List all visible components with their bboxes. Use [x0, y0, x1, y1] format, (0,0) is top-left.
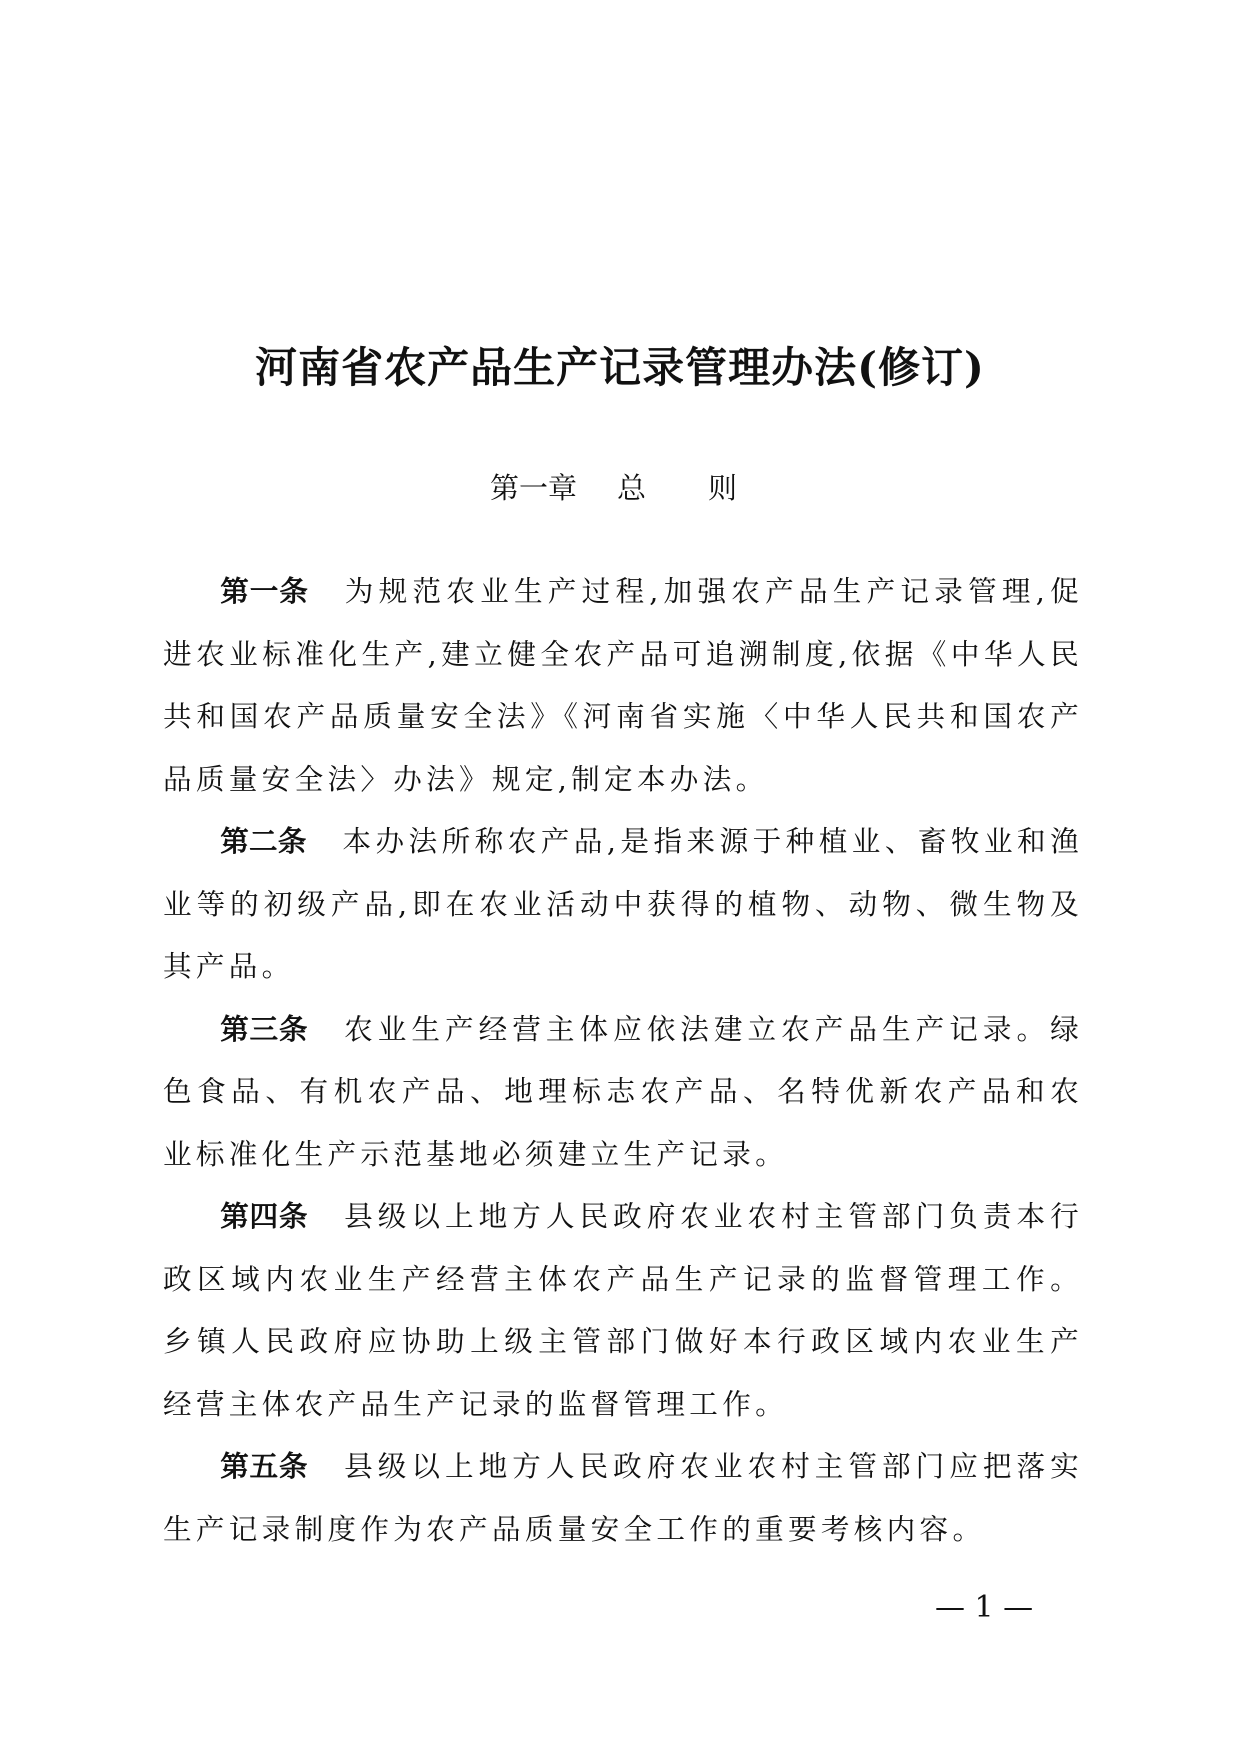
document-title: 河南省农产品生产记录管理办法(修订) — [255, 343, 985, 392]
article-1 — [163, 560, 1083, 810]
document-body — [163, 560, 1083, 1560]
article-label: 第四条 — [220, 1199, 309, 1233]
article-4 — [163, 1185, 1083, 1435]
article-label: 第二条 — [220, 824, 307, 858]
chapter-heading — [490, 468, 737, 508]
chapter-name-part1: 总 — [617, 471, 647, 505]
article-text: 为规范农业生产过程,加强农产品生产记录管理,促进农业标准化生产,建立健全农产品可追溯制度,依据《中华人民共和国农产品质量安全法》《河南省实施〈中华人民共和国农产品质量安全法〉办法》规定,制定本办法。 — [163, 574, 1083, 796]
article-3 — [163, 998, 1083, 1186]
chapter-number: 第一章 — [490, 471, 578, 505]
chapter-name-part2: 则 — [708, 471, 738, 505]
article-text: 县级以上地方人民政府农业农村主管部门负责本行政区域内农业生产经营主体农产品生产记录的监督管理工作。乡镇人民政府应协助上级主管部门做好本行政区域内农业生产经营主体农产品生产记录的监督管理工作。 — [163, 1199, 1083, 1421]
article-text: 农业生产经营主体应依法建立农产品生产记录。绿色食品、有机农产品、地理标志农产品、名特优新农产品和农业标准化生产示范基地必须建立生产记录。 — [163, 1011, 1083, 1171]
article-2 — [163, 810, 1083, 998]
page-number: — 1 — — [935, 1590, 1034, 1625]
article-label: 第五条 — [220, 1449, 309, 1483]
article-text: 县级以上地方人民政府农业农村主管部门应把落实生产记录制度作为农产品质量安全工作的重要考核内容。 — [163, 1449, 1083, 1546]
article-label: 第一条 — [220, 574, 309, 608]
article-5 — [163, 1435, 1083, 1560]
article-text: 本办法所称农产品,是指来源于种植业、畜牧业和渔业等的初级产品,即在农业活动中获得的植物、动物、微生物及其产品。 — [163, 824, 1083, 983]
article-label: 第三条 — [220, 1011, 309, 1046]
